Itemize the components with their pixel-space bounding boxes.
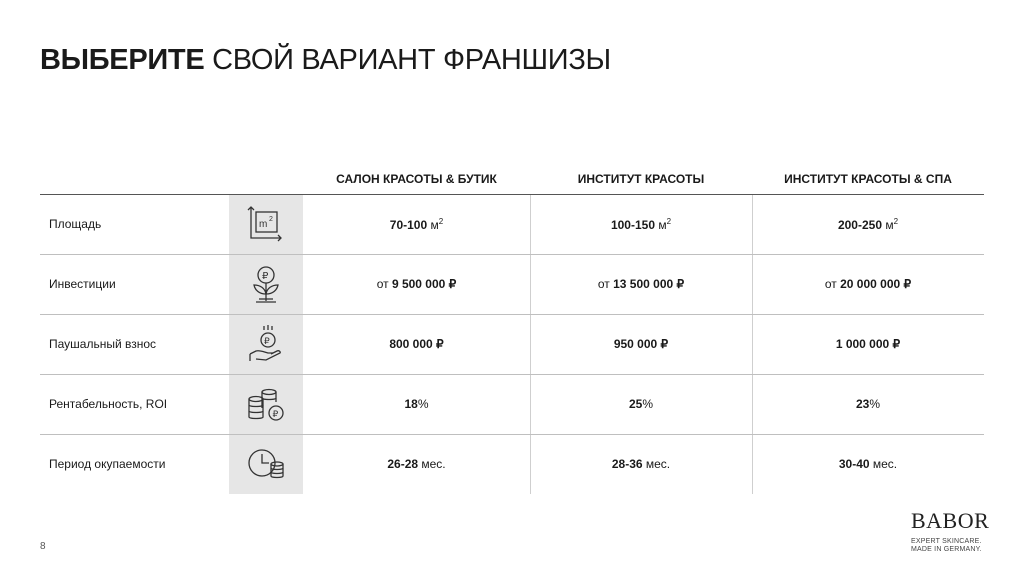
table-row xyxy=(40,314,984,374)
table-row xyxy=(40,374,984,434)
area-m2-icon xyxy=(247,204,285,244)
cell-value: 800 000 ₽ xyxy=(389,337,444,351)
icon-cell xyxy=(229,315,303,374)
table-header xyxy=(40,160,984,194)
cell-value: 23% xyxy=(855,397,881,411)
svg-text:m: m xyxy=(259,219,268,230)
clock-coins-icon xyxy=(247,444,287,486)
icon-cell xyxy=(229,375,303,434)
cell-value: от 13 500 000 ₽ xyxy=(597,277,685,291)
icon-cell xyxy=(229,195,303,254)
page-title-bold: ВЫБЕРИТЕ xyxy=(40,44,205,76)
logo-brand: BABOR xyxy=(911,508,990,533)
row-label: Рентабельность, ROI xyxy=(49,397,168,411)
page-title xyxy=(40,44,611,77)
ruble-plant-icon xyxy=(247,264,285,306)
table-row xyxy=(40,434,984,494)
svg-text:2: 2 xyxy=(269,216,273,223)
svg-text:₽: ₽ xyxy=(272,410,279,420)
cell-value: 18% xyxy=(404,397,429,411)
row-label: Паушальный взнос xyxy=(49,337,157,351)
svg-text:₽: ₽ xyxy=(264,337,270,347)
logo-tagline-line1: EXPERT SKINCARE. xyxy=(911,538,982,545)
cell-value: 28-36 мес. xyxy=(611,457,671,471)
logo-tagline-line2: MADE IN GERMANY. xyxy=(911,546,982,553)
cell-value: 25% xyxy=(628,397,654,411)
row-label: Период окупаемости xyxy=(49,457,166,471)
cell-value: 1 000 000 ₽ xyxy=(835,337,901,351)
coin-stacks-icon xyxy=(247,384,287,426)
cell-value: от 20 000 000 ₽ xyxy=(824,277,912,291)
ruble-hand-icon xyxy=(247,324,285,366)
page-number: 8 xyxy=(40,541,46,552)
logo-tagline xyxy=(911,538,991,554)
cell-value: 950 000 ₽ xyxy=(613,337,669,351)
cell-value: 200-250 $м^2$ xyxy=(837,217,899,232)
row-label: Площадь xyxy=(49,217,102,231)
column-header-institute: ИНСТИТУТ КРАСОТЫ xyxy=(577,172,705,186)
row-label: Инвестиции xyxy=(49,277,116,291)
svg-text:₽: ₽ xyxy=(262,271,269,282)
cell-value: от 9 500 000 ₽ xyxy=(376,277,457,291)
cell-value: 100-150 $м^2$ xyxy=(610,217,672,232)
cell-value: 70-100 $м^2$ xyxy=(389,217,444,232)
icon-cell xyxy=(229,255,303,314)
cell-value: 30-40 мес. xyxy=(838,457,898,471)
table-row xyxy=(40,254,984,314)
babor-logo xyxy=(911,510,991,554)
icon-cell xyxy=(229,435,303,494)
table-row xyxy=(40,194,984,254)
page-title-rest: СВОЙ ВАРИАНТ ФРАНШИЗЫ xyxy=(212,44,611,76)
cell-value: 26-28 мес. xyxy=(387,457,446,471)
franchise-table xyxy=(40,160,984,494)
column-header-institute-spa: ИНСТИТУТ КРАСОТЫ & СПА xyxy=(784,172,952,186)
column-header-salon: САЛОН КРАСОТЫ & БУТИК xyxy=(336,172,497,186)
